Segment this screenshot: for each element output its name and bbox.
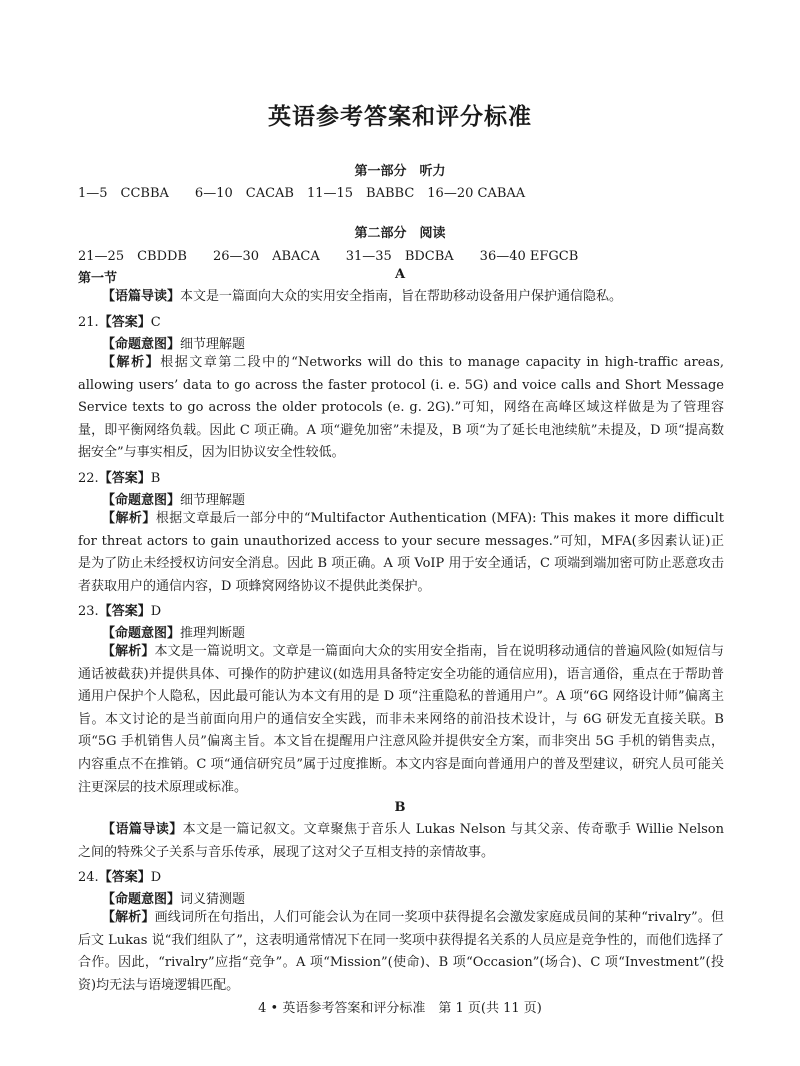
q23-intent: 推理判断题 — [180, 626, 246, 641]
q22-answer-key: 【答案】 — [98, 471, 151, 486]
passage-b-guide — [78, 819, 724, 864]
q24-answer-line — [78, 866, 161, 885]
section1-label: 第一节 — [78, 271, 118, 286]
q21-number: 21. — [78, 315, 99, 330]
q22-answer: B — [150, 471, 161, 486]
q22-intent-line — [102, 489, 245, 508]
q23-analysis-key: 【解析】 — [102, 644, 155, 659]
q22-answer-line — [78, 467, 160, 486]
q24-number: 24. — [78, 870, 99, 885]
q23-answer-key: 【答案】 — [98, 604, 151, 619]
q23-analysis-text: 本文是一篇说明文。文章是一篇面向大众的实用安全指南，旨在说明移动通信的普遍风险(如短信与通话被截获)并提供具体、可操作的防护建议(如选用具备特定安全功能的通信应用)，语言通俗，重点在于帮助普通用户保护个人隐私，因此最可能认为本文有用的是 D 项“注重隐私的普通用户”。A 项“6G 网络设计师”偏离主旨。本文讨论的是当前面向用户的通信安全实践，而非未来网络的前沿技术设计，与 6G 研发无直接关联。B 项“5G 手机销售人员”偏离主旨。本文旨在提醒用户注意风险并提供安全方案，而非突出 5G 手机的销售卖点，内容重点不在推销。C 项“通信研究员”属于过度推断。本文内容是面向普通用户的普及型建议，研究人员可能关注更深层的技术原理或标准。 — [78, 644, 724, 795]
q21-intent: 细节理解题 — [180, 337, 246, 352]
q24-analysis-text: 画线词所在句指出，人们可能会认为在同一奖项中获得提名会激发家庭成员间的某种“rivalry”。但后文 Lukas 说“我们组队了”，这表明通常情况下在同一奖项中获得提名关系的人员应是竞争性的，而他们选择了合作。因此，“rivalry”应指“竞争”。A 项“Mission”(使命)、B 项“Occasion”(场合)、C 项“Investment”(投资)均无法与语境逻辑匹配。 — [78, 910, 724, 993]
q22-analysis-key: 【解析】 — [102, 511, 156, 526]
page-footer: 4 • 英语参考答案和评分标准 第 1 页(共 11 页) — [258, 1001, 542, 1016]
q21-intent-key: 【命题意图】 — [102, 337, 181, 352]
part1-answers: 1—5 CCBBA 6—10 CACAB 11—15 BABBC 16—20 CABAA — [78, 186, 526, 201]
passage-b-letter: B — [394, 800, 406, 815]
q22-analysis — [78, 508, 724, 598]
part2-heading: 第二部分 阅读 — [354, 226, 446, 241]
q21-answer-line — [78, 311, 161, 330]
q21-intent-line — [102, 333, 245, 352]
q24-intent-key: 【命题意图】 — [102, 892, 181, 907]
q21-analysis-key: 【解析】 — [102, 355, 161, 370]
q24-intent: 词义猜测题 — [180, 892, 246, 907]
q23-answer: D — [150, 604, 162, 619]
q22-analysis-text: 根据文章最后一部分中的“Multifactor Authentication (MFA): This makes it more difficult for threat actors to gain unauthorized access to your secure messages.”可知，MFA(多因素认证)正是为了防止未经授权访问安全消息。因此 B 项正确。A 项 VoIP 用于安全通话，C 项端到端加密可防止恶意攻击者获取用户的通信内容，D 项蜂窝网络协议不提供此类保护。 — [78, 511, 724, 594]
q23-intent-line — [102, 622, 245, 641]
guide-b-text: 本文是一篇记叙文。文章聚焦于音乐人 Lukas Nelson 与其父亲、传奇歌手 Willie Nelson 之间的特殊父子关系与音乐传承，展现了这对父子互相支持的亲情故事。 — [78, 822, 724, 860]
part1-heading: 第一部分 听力 — [354, 164, 446, 179]
page-title: 英语参考答案和评分标准 — [268, 104, 532, 130]
q24-answer-key: 【答案】 — [98, 870, 151, 885]
passage-a-guide — [102, 286, 724, 309]
q24-analysis-key: 【解析】 — [102, 910, 155, 925]
q24-intent-line — [102, 888, 245, 907]
part2-answers: 21—25 CBDDB 26—30 ABACA 31—35 BDCBA 36—40 EFGCB — [78, 249, 579, 264]
q22-intent-key: 【命题意图】 — [102, 493, 181, 508]
q22-number: 22. — [78, 471, 99, 486]
q21-answer-key: 【答案】 — [98, 315, 151, 330]
q21-analysis-text: 根据文章第二段中的“Networks will do this to manage capacity in high-traffic areas, allowing users’ data to go across the faster protocol (i. e. 5G) and voice calls and Short Message Service texts to go across the older protocols (e. g. 2G).”可知，网络在高峰区域这样做是为了管理容量，即平衡网络负载。因此 C 项正确。A 项“避免加密”未提及，B 项“为了延长电池续航”未提及，D 项“提高数据安全”与事实相反，因为旧协议安全性较低。 — [78, 355, 724, 461]
q22-intent: 细节理解题 — [180, 493, 246, 508]
q23-analysis — [78, 641, 724, 799]
guide-b-key: 【语篇导读】 — [102, 822, 183, 837]
passage-a-letter: A — [394, 267, 406, 282]
q23-answer-line — [78, 600, 161, 619]
q21-answer: C — [150, 315, 161, 330]
guide-text: 本文是一篇面向大众的实用安全指南，旨在帮助移动设备用户保护通信隐私。 — [180, 289, 623, 304]
q23-number: 23. — [78, 604, 99, 619]
q21-analysis — [78, 352, 724, 465]
q24-analysis — [78, 907, 724, 997]
guide-key: 【语篇导读】 — [102, 289, 181, 304]
q24-answer: D — [150, 870, 162, 885]
q23-intent-key: 【命题意图】 — [102, 626, 181, 641]
